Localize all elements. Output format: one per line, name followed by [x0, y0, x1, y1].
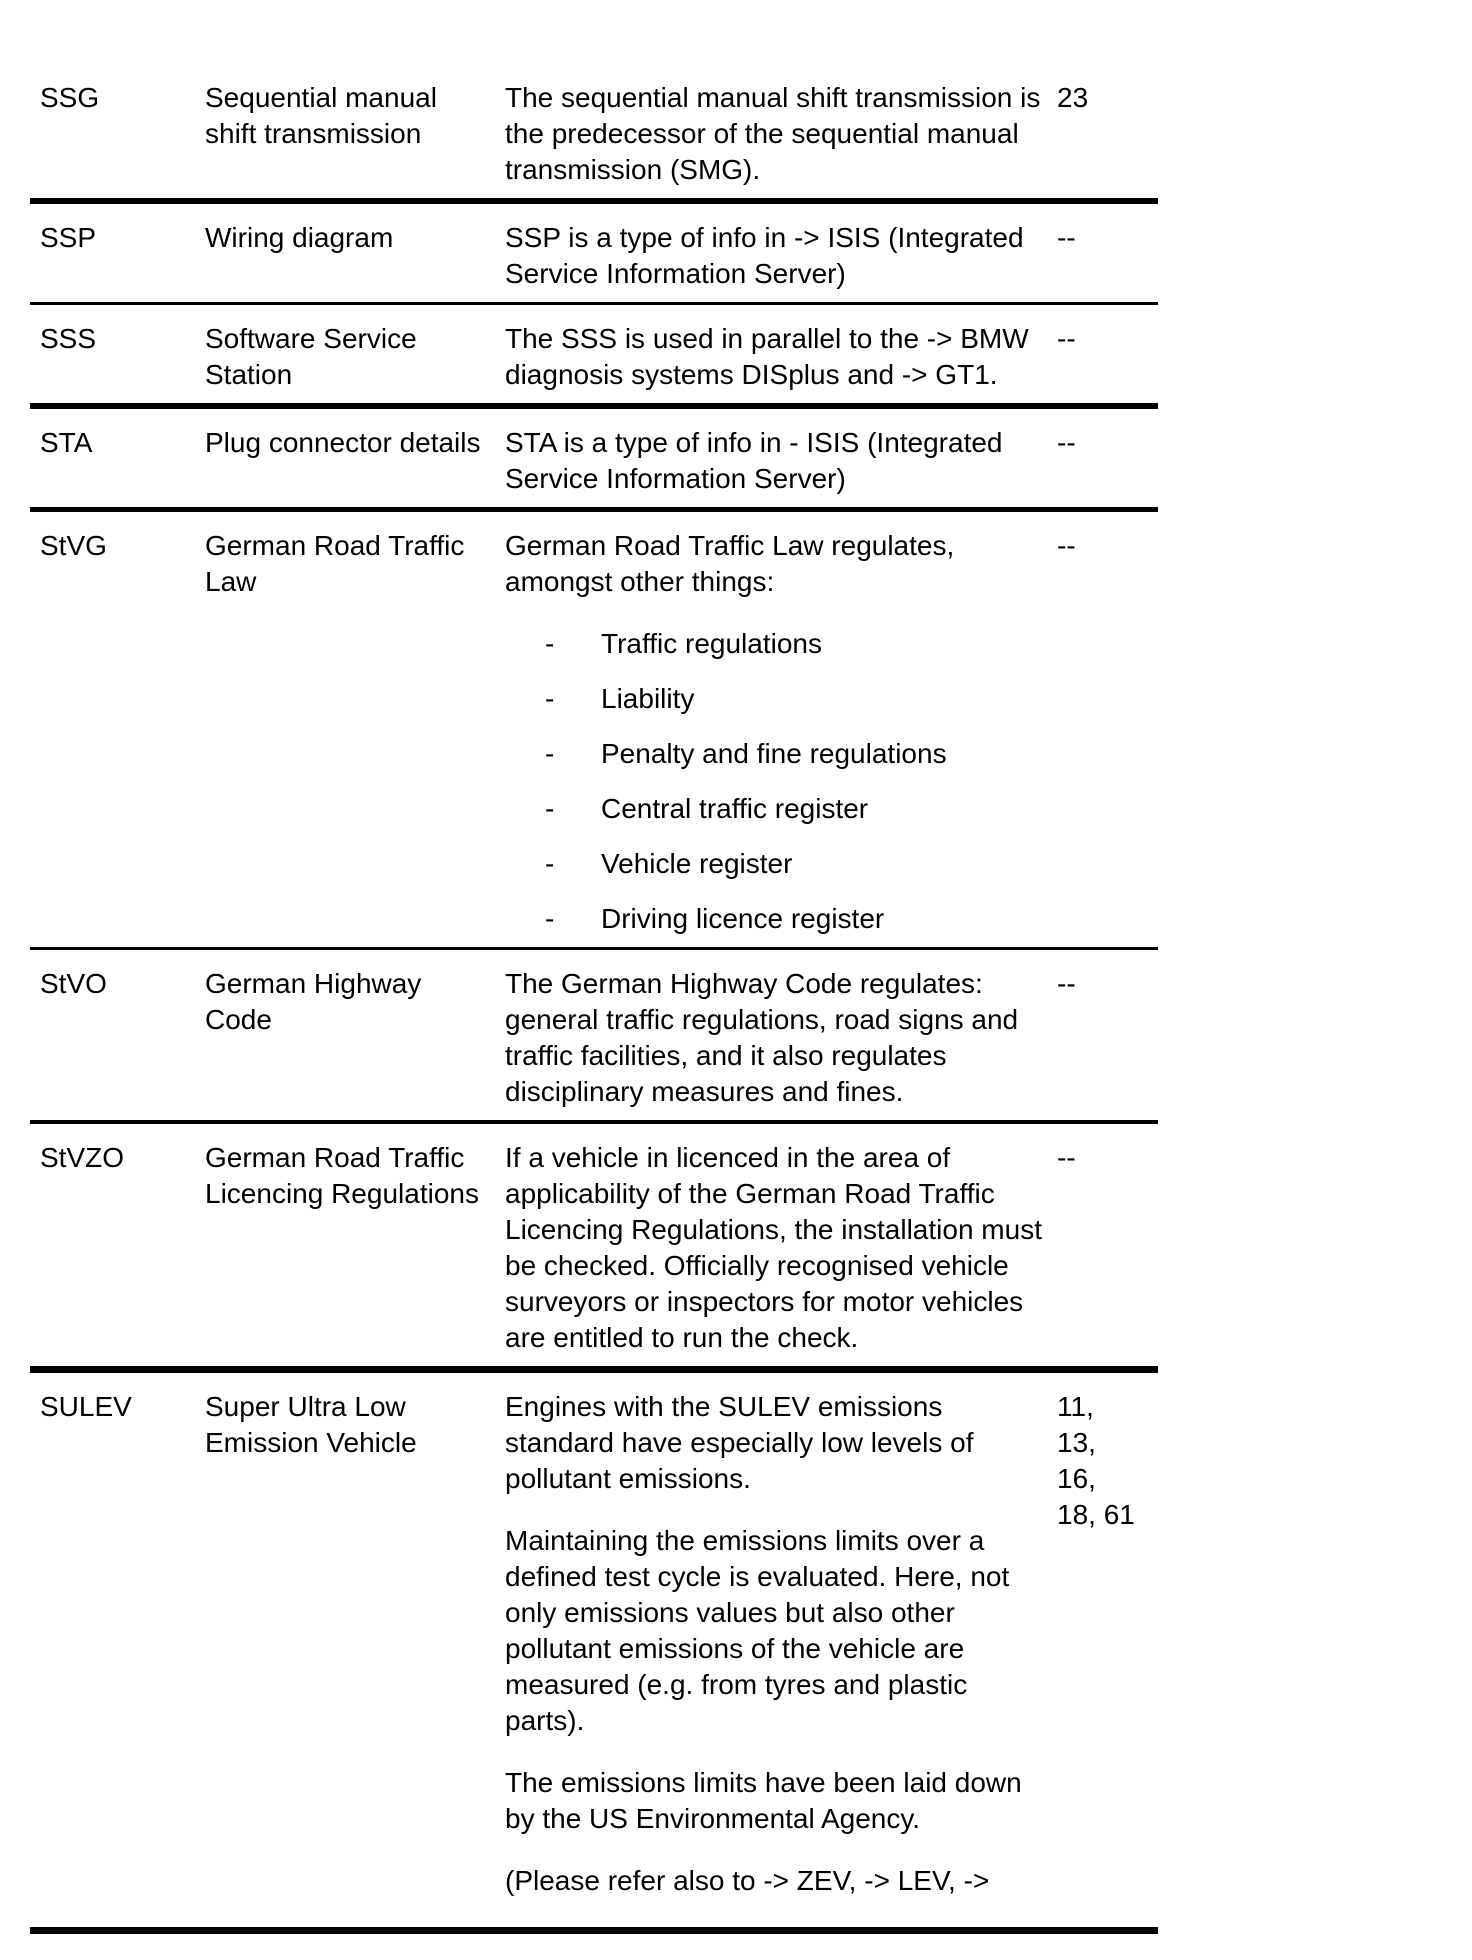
term-cell: Wiring diagram: [205, 222, 394, 253]
table-row: [30, 1124, 1158, 1373]
abbreviation-cell: StVZO: [40, 1142, 125, 1173]
description-paragraph: STA is a type of info in - ISIS (Integrated Service Information Server): [505, 427, 1003, 494]
description-paragraph: Engines with the SULEV emissions standard have especially low levels of pollutant emissions.: [505, 1391, 974, 1494]
table-row: [30, 950, 1158, 1124]
bullet-dash-icon: -: [545, 683, 555, 714]
description-paragraph: The German Highway Code regulates: general traffic regulations, road signs and traffic facilities, and it also regulates disciplinary measures and fines.: [505, 968, 1019, 1107]
term-cell: German Road Traffic Law: [205, 530, 465, 597]
term-cell: Plug connector details: [205, 427, 481, 458]
pages-cell: [1055, 528, 1158, 937]
term-cell: German Road Traffic Licencing Regulations: [205, 1142, 479, 1209]
bullet-item: [505, 901, 1050, 937]
abbreviation-cell: SSP: [40, 222, 97, 253]
description-cell: [505, 80, 1055, 188]
description-paragraph: SSP is a type of info in -> ISIS (Integrated Service Information Server): [505, 222, 1024, 289]
description-cell: [505, 528, 1055, 937]
page-reference: 11,: [1057, 1391, 1094, 1422]
table-row: [30, 409, 1158, 512]
bullet-text: Liability: [601, 683, 695, 714]
bullet-dash-icon: -: [545, 793, 555, 824]
page-reference: --: [1057, 222, 1076, 253]
term-cell: Sequential manual shift transmission: [205, 82, 437, 149]
term-cell: Super Ultra Low Emission Vehicle: [205, 1391, 417, 1458]
abbreviation-cell: SSS: [40, 323, 97, 354]
bullet-item: [505, 681, 1050, 717]
description-paragraph: If a vehicle in licenced in the area of applicability of the German Road Traffic Licencing Regulations, the installation must be checked. Officially recognised vehicle surveyors or inspectors for motor vehicles are entitled to run the check.: [505, 1142, 1042, 1353]
description-cell: [505, 1140, 1055, 1356]
bullet-dash-icon: -: [545, 628, 555, 659]
table-row: [30, 204, 1158, 305]
description-paragraph: The SSS is used in parallel to the -> BMW diagnosis systems DISplus and -> GT1.: [505, 323, 1029, 390]
page-reference: --: [1057, 530, 1076, 561]
page-reference: --: [1057, 1142, 1076, 1173]
pages-cell: [1055, 1140, 1158, 1356]
bullet-dash-icon: -: [545, 848, 555, 879]
page-reference: --: [1057, 968, 1076, 999]
page-reference: 18, 61: [1057, 1499, 1135, 1530]
pages-cell: [1055, 966, 1158, 1110]
bullet-item: [505, 791, 1050, 827]
bullet-dash-icon: -: [545, 903, 555, 934]
term-cell: Software Service Station: [205, 323, 417, 390]
bullet-text: Central traffic register: [601, 793, 869, 824]
bullet-text: Penalty and fine regulations: [601, 738, 947, 769]
table-row: [30, 512, 1158, 950]
bullet-text: Vehicle register: [601, 848, 793, 879]
table-row: [30, 1373, 1158, 1934]
description-cell: [505, 966, 1055, 1110]
page-reference: 13,: [1057, 1427, 1096, 1458]
description-paragraph: The sequential manual shift transmission is the predecessor of the sequential manual transmission (SMG).: [505, 82, 1041, 185]
abbreviation-cell: StVO: [40, 968, 107, 999]
page-reference: --: [1057, 323, 1076, 354]
pages-cell: [1055, 80, 1158, 188]
description-cell: [505, 321, 1055, 393]
bullet-dash-icon: -: [545, 738, 555, 769]
abbreviation-cell: SULEV: [40, 1391, 132, 1422]
glossary-table: [30, 64, 1158, 1934]
description-cell: [505, 220, 1055, 292]
description-paragraph: Maintaining the emissions limits over a defined test cycle is evaluated. Here, not only emissions values but also other pollutant emissions of the vehicle are measured (e.g. from tyres and plastic parts).: [505, 1525, 1010, 1736]
bullet-text: Driving licence register: [601, 903, 885, 934]
page-reference: 23: [1057, 82, 1089, 113]
table-row: [30, 64, 1158, 204]
page-reference: --: [1057, 427, 1076, 458]
description-paragraph: German Road Traffic Law regulates, amongst other things:: [505, 530, 955, 597]
pages-cell: [1055, 220, 1158, 292]
table-row: [30, 305, 1158, 409]
pages-cell: [1055, 425, 1158, 497]
pages-cell: [1055, 321, 1158, 393]
bullet-item: [505, 736, 1050, 772]
term-cell: German Highway Code: [205, 968, 422, 1035]
page-reference: 16,: [1057, 1463, 1096, 1494]
description-paragraph: The emissions limits have been laid down by the US Environmental Agency.: [505, 1767, 1022, 1834]
bullet-text: Traffic regulations: [601, 628, 822, 659]
abbreviation-cell: STA: [40, 427, 93, 458]
description-cell: [505, 425, 1055, 497]
abbreviation-cell: StVG: [40, 530, 107, 561]
abbreviation-cell: SSG: [40, 82, 100, 113]
pages-cell: [1055, 1389, 1158, 1899]
description-cell: [505, 1389, 1055, 1899]
bullet-item: [505, 846, 1050, 882]
description-paragraph: (Please refer also to -> ZEV, -> LEV, ->: [505, 1865, 990, 1896]
bullet-item: [505, 626, 1050, 662]
